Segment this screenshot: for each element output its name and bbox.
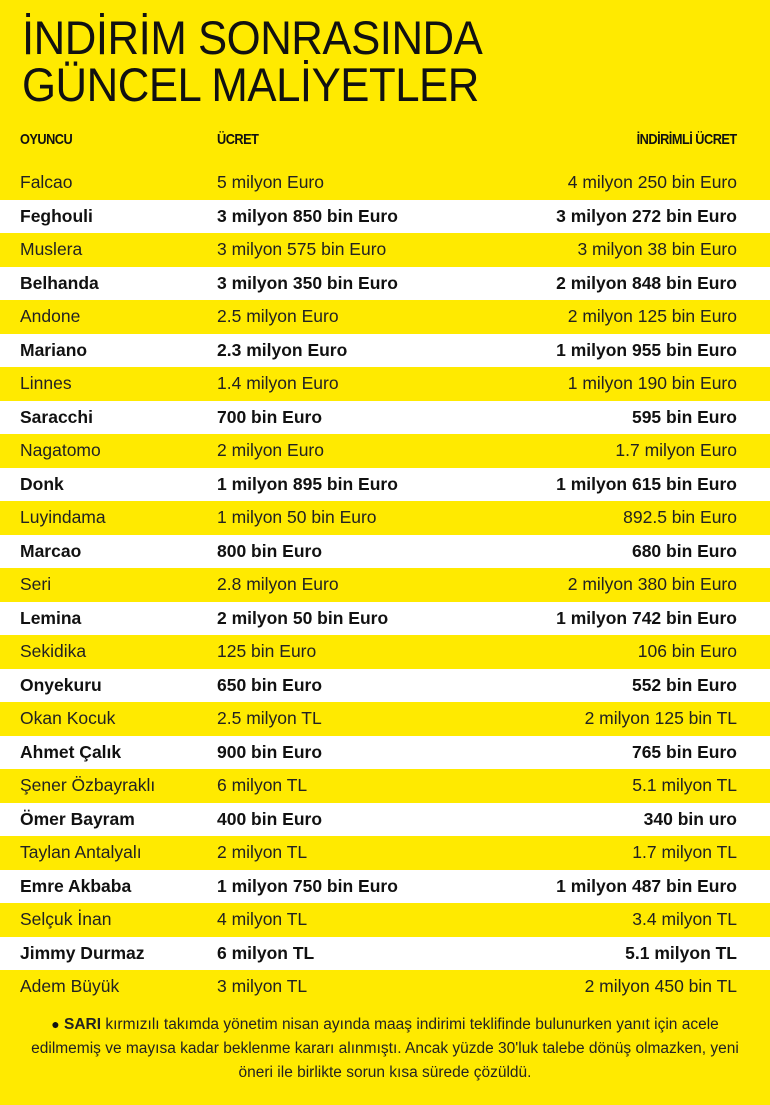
fee-cell: 2.3 milyon Euro (217, 339, 348, 360)
player-name: Şener Özbayraklı (20, 775, 156, 795)
discounted-fee-cell: 552 bin Euro (631, 674, 737, 695)
player-name: Muslera (20, 239, 83, 259)
player-name: Okan Kocuk (20, 708, 116, 728)
table-row (0, 568, 770, 602)
footer-note (20, 1012, 750, 1085)
discounted-fee-cell: 1.7 milyon Euro (615, 440, 737, 460)
player-name: Feghouli (20, 205, 93, 226)
player-name: Adem Büyük (20, 976, 120, 996)
discounted-fee-cell: 1 milyon 742 bin Euro (556, 607, 737, 628)
header-discounted-fee: İNDİRİMLİ ÜCRET (636, 131, 737, 148)
bullet-icon: ● (51, 1016, 60, 1032)
fee-cell: 3 milyon 850 bin Euro (217, 205, 398, 226)
discounted-fee-cell: 3 milyon 38 bin Euro (577, 239, 737, 259)
table-row (0, 434, 770, 468)
player-name: Ömer Bayram (20, 808, 135, 829)
table-row (0, 903, 770, 937)
footer-text: kırmızılı takımda yönetim nisan ayında maaş indirimi teklifinde bulunurken yanıt için acele edilmemiş ve mayısa kadar beklenme kararı alınmıştı. Ancak yüzde 30'luk talebe dönüş olmazken, yeni öneri ile birlikte sorun kısa sürede çözüldü. (31, 1016, 739, 1081)
salary-table (0, 166, 770, 1004)
fee-cell: 2.5 milyon Euro (217, 306, 339, 326)
fee-cell: 5 milyon Euro (217, 172, 324, 192)
table-row (0, 669, 770, 703)
discounted-fee-cell: 1 milyon 615 bin Euro (556, 473, 737, 494)
player-name: Emre Akbaba (20, 875, 132, 896)
player-name: Onyekuru (20, 674, 102, 695)
player-name: Andone (20, 306, 81, 326)
player-name: Lemina (20, 607, 82, 628)
player-name: Jimmy Durmaz (20, 942, 145, 963)
fee-cell: 2 milyon 50 bin Euro (217, 607, 389, 628)
fee-cell: 125 bin Euro (217, 641, 317, 661)
player-name: Saracchi (20, 406, 93, 427)
title-line-1: İNDİRİM SONRASINDA (22, 11, 483, 64)
header-fee: ÜCRET (217, 131, 259, 148)
fee-cell: 6 milyon TL (217, 775, 308, 795)
fee-cell: 650 bin Euro (217, 674, 323, 695)
table-row (0, 803, 770, 837)
player-name: Marcao (20, 540, 82, 561)
footer-lead: SARI (64, 1016, 102, 1033)
fee-cell: 800 bin Euro (217, 540, 323, 561)
discounted-fee-cell: 5.1 milyon TL (632, 775, 737, 795)
fee-cell: 2.8 milyon Euro (217, 574, 339, 594)
table-row (0, 937, 770, 971)
table-row (0, 367, 770, 401)
player-name: Taylan Antalyalı (20, 842, 142, 862)
table-row (0, 468, 770, 502)
discounted-fee-cell: 765 bin Euro (631, 741, 737, 762)
discounted-fee-cell: 2 milyon 125 bin Euro (567, 306, 737, 326)
fee-cell: 1 milyon 750 bin Euro (217, 875, 398, 896)
fee-cell: 2 milyon Euro (217, 440, 324, 460)
discounted-fee-cell: 340 bin uro (643, 808, 737, 829)
fee-cell: 900 bin Euro (217, 741, 323, 762)
discounted-fee-cell: 1 milyon 190 bin Euro (567, 373, 737, 393)
player-name: Linnes (20, 373, 72, 393)
discounted-fee-cell: 4 milyon 250 bin Euro (567, 172, 737, 192)
fee-cell: 2.5 milyon TL (217, 708, 322, 728)
fee-cell: 1 milyon 895 bin Euro (217, 473, 398, 494)
table-row (0, 769, 770, 803)
table-row (0, 200, 770, 234)
player-name: Ahmet Çalık (20, 741, 122, 762)
discounted-fee-cell: 892.5 bin Euro (623, 507, 737, 527)
table-row (0, 300, 770, 334)
discounted-fee-cell: 2 milyon 450 bin TL (584, 976, 737, 996)
table-row (0, 233, 770, 267)
player-name: Nagatomo (20, 440, 101, 460)
table-row (0, 736, 770, 770)
discounted-fee-cell: 2 milyon 125 bin TL (584, 708, 737, 728)
table-row (0, 702, 770, 736)
discounted-fee-cell: 1.7 milyon TL (632, 842, 737, 862)
table-row (0, 166, 770, 200)
fee-cell: 3 milyon 350 bin Euro (217, 272, 398, 293)
page-title (22, 11, 483, 111)
table-row (0, 267, 770, 301)
fee-cell: 3 milyon 575 bin Euro (217, 239, 387, 259)
fee-cell: 4 milyon TL (217, 909, 308, 929)
discounted-fee-cell: 1 milyon 955 bin Euro (556, 339, 737, 360)
table-row (0, 602, 770, 636)
table-row (0, 870, 770, 904)
fee-cell: 3 milyon TL (217, 976, 308, 996)
discounted-fee-cell: 3.4 milyon TL (632, 909, 737, 929)
table-row (0, 401, 770, 435)
fee-cell: 1.4 milyon Euro (217, 373, 339, 393)
table-row (0, 970, 770, 1004)
player-name: Mariano (20, 339, 88, 360)
discounted-fee-cell: 680 bin Euro (631, 540, 737, 561)
header-player: OYUNCU (20, 131, 73, 148)
fee-cell: 700 bin Euro (217, 406, 323, 427)
discounted-fee-cell: 2 milyon 848 bin Euro (556, 272, 737, 293)
fee-cell: 1 milyon 50 bin Euro (217, 507, 377, 527)
table-row (0, 501, 770, 535)
table-header (0, 126, 770, 154)
fee-cell: 6 milyon TL (217, 942, 315, 963)
table-row (0, 635, 770, 669)
discounted-fee-cell: 1 milyon 487 bin Euro (556, 875, 737, 896)
fee-cell: 2 milyon TL (217, 842, 308, 862)
discounted-fee-cell: 3 milyon 272 bin Euro (556, 205, 737, 226)
player-name: Sekidika (20, 641, 87, 661)
player-name: Belhanda (20, 272, 99, 293)
player-name: Seri (20, 574, 52, 594)
player-name: Falcao (20, 172, 73, 192)
title-line-2: GÜNCEL MALİYETLER (22, 58, 479, 111)
discounted-fee-cell: 5.1 milyon TL (625, 942, 737, 963)
player-name: Donk (20, 473, 64, 494)
discounted-fee-cell: 595 bin Euro (631, 406, 737, 427)
table-row (0, 334, 770, 368)
discounted-fee-cell: 2 milyon 380 bin Euro (567, 574, 737, 594)
table-row (0, 535, 770, 569)
fee-cell: 400 bin Euro (217, 808, 323, 829)
discounted-fee-cell: 106 bin Euro (637, 641, 737, 661)
table-row (0, 836, 770, 870)
player-name: Selçuk İnan (20, 909, 112, 929)
player-name: Luyindama (20, 507, 106, 527)
